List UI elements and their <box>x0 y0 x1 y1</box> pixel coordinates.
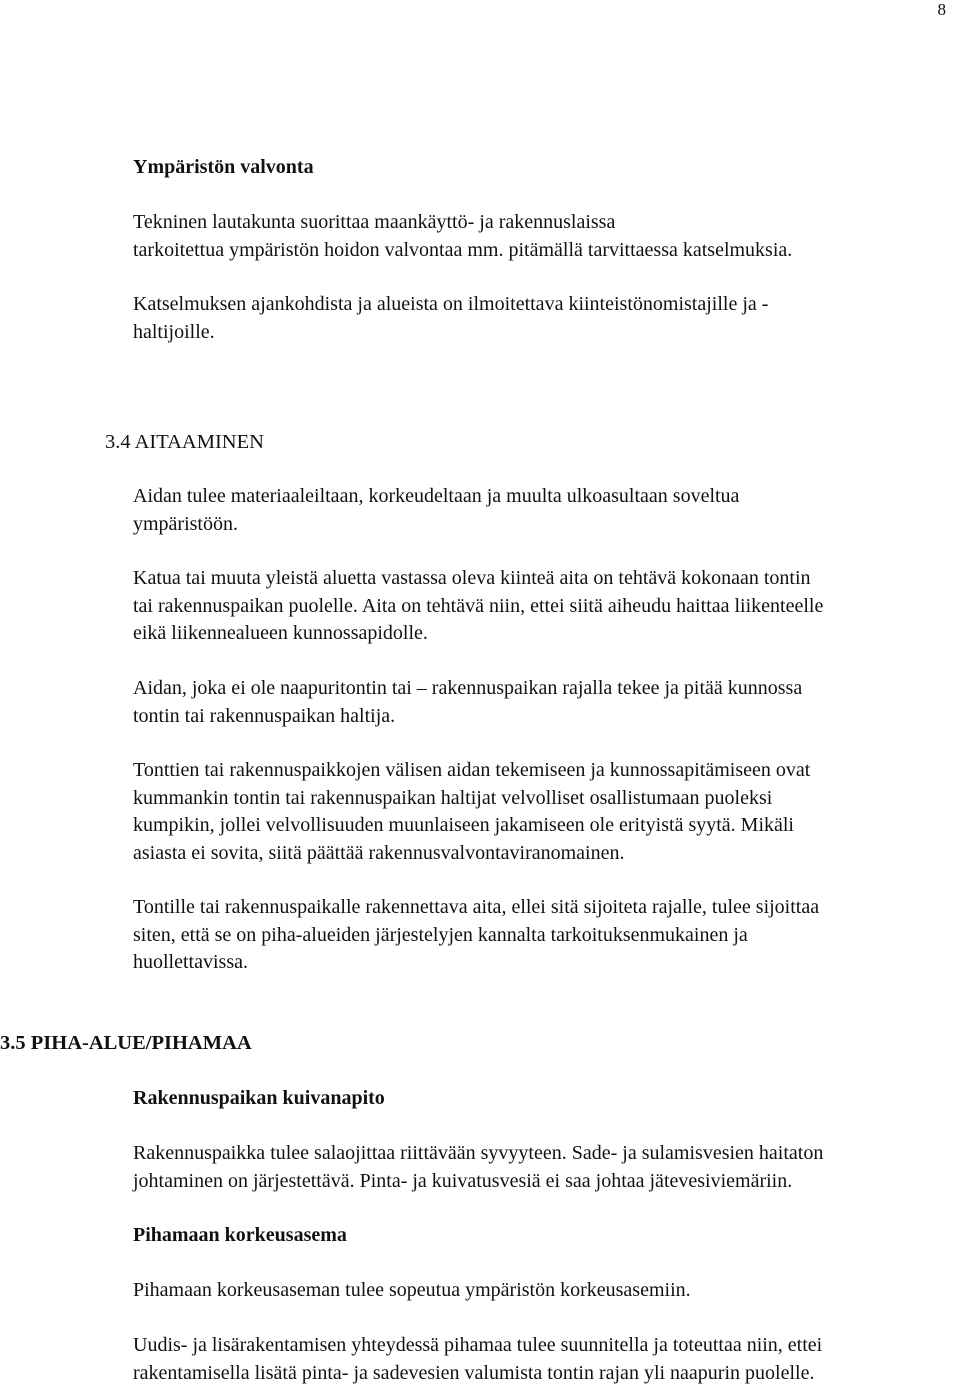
heading-3-5-piha-alue: 3.5 PIHA-ALUE/PIHAMAA <box>0 1032 252 1054</box>
text-line: tontin tai rakennuspaikan haltija. <box>133 704 396 727</box>
text-line: kumpikin, jollei velvollisuuden muunlaiseen jakamiseen ole erityistä syytä. Mikäli <box>133 814 794 836</box>
text-line: ympäristöön. <box>133 512 238 535</box>
text-line: Rakennuspaikka tulee salaojittaa riittävään syvyyteen. Sade- ja sulamisvesien haitaton <box>133 1142 824 1164</box>
text-line: asiasta ei sovita, siitä päättää rakennusvalvontaviranomainen. <box>133 841 625 864</box>
heading-ympariston-valvonta: Ympäristön valvonta <box>133 156 314 178</box>
text-line: Aidan tulee materiaaleiltaan, korkeudeltaan ja muulta ulkoasultaan soveltua <box>133 485 740 507</box>
text-line: Tonttien tai rakennuspaikkojen välisen aidan tekemiseen ja kunnossapitämiseen ovat <box>133 759 811 781</box>
heading-pihamaan-korkeusasema: Pihamaan korkeusasema <box>133 1224 347 1246</box>
paragraph-aita-3 <box>133 675 953 730</box>
text-line: Aidan, joka ei ole naapuritontin tai – rakennuspaikan rajalla tekee ja pitää kunnossa <box>133 677 803 699</box>
paragraph-korkeusasema-2 <box>133 1332 953 1387</box>
paragraph-aita-4 <box>133 757 953 867</box>
heading-rakennuspaikan-kuivanapito: Rakennuspaikan kuivanapito <box>133 1087 385 1109</box>
paragraph-ymparisto-2 <box>133 291 953 346</box>
text-line: rakentamisella lisätä pinta- ja sadevesien valumista tontin rajan yli naapurin puolelle. <box>133 1361 815 1384</box>
text-line: Tontille tai rakennuspaikalle rakennettava aita, ellei sitä sijoiteta rajalle, tulee sijoittaa <box>133 896 820 918</box>
paragraph-ymparisto-1 <box>133 209 953 264</box>
text-line: Tekninen lautakunta suorittaa maankäyttö- ja rakennuslaissa <box>133 211 616 233</box>
text-line: haltijoille. <box>133 320 215 343</box>
text-line: Pihamaan korkeusaseman tulee sopeutua ympäristön korkeusasemiin. <box>133 1279 691 1301</box>
paragraph-aita-5 <box>133 894 953 977</box>
paragraph-korkeusasema-1 <box>133 1277 953 1305</box>
text-line: Katua tai muuta yleistä aluetta vastassa oleva kiinteä aita on tehtävä kokonaan tontin <box>133 567 811 589</box>
text-line: johtaminen on järjestettävä. Pinta- ja kuivatusvesiä ei saa johtaa jätevesiviemäriin. <box>133 1169 793 1192</box>
paragraph-aita-2 <box>133 565 953 648</box>
text-line: Uudis- ja lisärakentamisen yhteydessä pihamaa tulee suunnitella ja toteuttaa niin, ettei <box>133 1334 823 1356</box>
paragraph-kuivanapito <box>133 1140 953 1195</box>
paragraph-aita-1 <box>133 483 953 538</box>
text-line: tai rakennuspaikan puolelle. Aita on tehtävä niin, ettei siitä aiheudu haittaa liikenteelle <box>133 594 824 617</box>
text-line: eikä liikennealueen kunnossapidolle. <box>133 622 428 644</box>
text-line: siten, että se on piha-alueiden järjestelyjen kannalta tarkoituksenmukainen ja <box>133 923 748 946</box>
page-number: 8 <box>937 0 946 19</box>
text-line: kummankin tontin tai rakennuspaikan haltijat velvolliset osallistumaan puoleksi <box>133 786 773 809</box>
text-line: Katselmuksen ajankohdista ja alueista on ilmoitettava kiinteistönomistajille ja - <box>133 293 769 315</box>
text-line: huollettavissa. <box>133 951 248 973</box>
text-line: tarkoitettua ympäristön hoidon valvontaa mm. pitämällä tarvittaessa katselmuksia. <box>133 238 793 261</box>
heading-3-4-aitaaminen: 3.4 AITAAMINEN <box>105 431 264 453</box>
